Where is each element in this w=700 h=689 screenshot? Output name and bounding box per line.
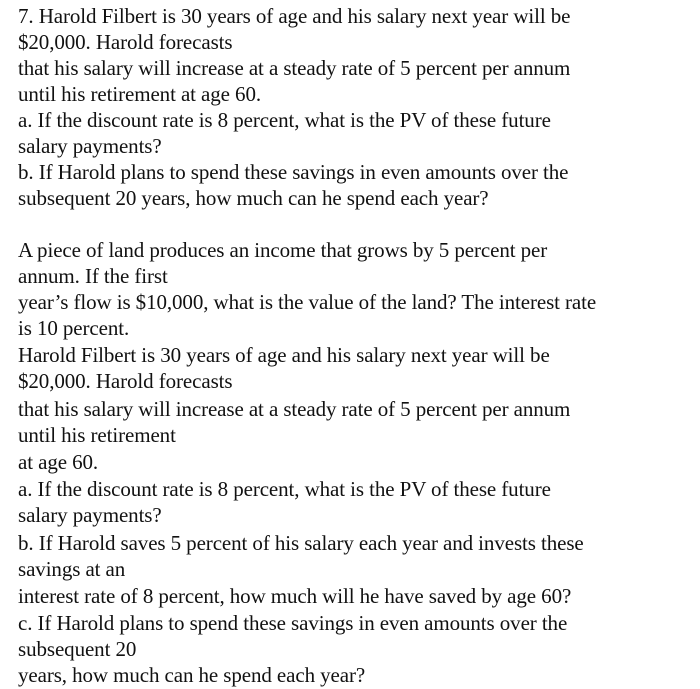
harold-problem-line-2: $20,000. Harold forecasts xyxy=(18,369,233,393)
harold-problem-line-4: until his retirement xyxy=(18,423,176,447)
land-problem-line-3: year’s flow is $10,000, what is the value of the land? The interest rate xyxy=(18,290,597,314)
problem-7-line-2: $20,000. Harold forecasts xyxy=(18,30,233,54)
harold-problem-line-7: salary payments? xyxy=(18,503,162,527)
harold-problem-line-11: c. If Harold plans to spend these savings in even amounts over the xyxy=(18,611,568,635)
land-problem-line-1: A piece of land produces an income that grows by 5 percent per xyxy=(18,238,548,262)
harold-problem-line-3: that his salary will increase at a steady rate of 5 percent per annum xyxy=(18,397,571,421)
land-problem-line-4: is 10 percent. xyxy=(18,316,130,340)
harold-problem-line-6: a. If the discount rate is 8 percent, what is the PV of these future xyxy=(18,477,551,501)
harold-problem-line-5: at age 60. xyxy=(18,450,99,474)
land-problem-line-2: annum. If the first xyxy=(18,264,168,288)
problem-7-line-8: subsequent 20 years, how much can he spend each year? xyxy=(18,186,489,210)
problem-7-line-5: a. If the discount rate is 8 percent, what is the PV of these future xyxy=(18,108,551,132)
problem-7-line-6: salary payments? xyxy=(18,134,162,158)
harold-problem-line-10: interest rate of 8 percent, how much will he have saved by age 60? xyxy=(18,584,572,608)
problem-7-line-7: b. If Harold plans to spend these savings in even amounts over the xyxy=(18,160,569,184)
harold-problem-line-13: years, how much can he spend each year? xyxy=(18,663,366,687)
problem-7-line-4: until his retirement at age 60. xyxy=(18,82,261,106)
problem-7-line-3: that his salary will increase at a steady rate of 5 percent per annum xyxy=(18,56,571,80)
harold-problem-line-1: Harold Filbert is 30 years of age and his salary next year will be xyxy=(18,343,550,367)
harold-problem-line-12: subsequent 20 xyxy=(18,637,137,661)
harold-problem-line-8: b. If Harold saves 5 percent of his salary each year and invests these xyxy=(18,531,584,555)
problem-7-line-1: 7. Harold Filbert is 30 years of age and his salary next year will be xyxy=(18,4,571,28)
harold-problem-line-9: savings at an xyxy=(18,557,126,581)
